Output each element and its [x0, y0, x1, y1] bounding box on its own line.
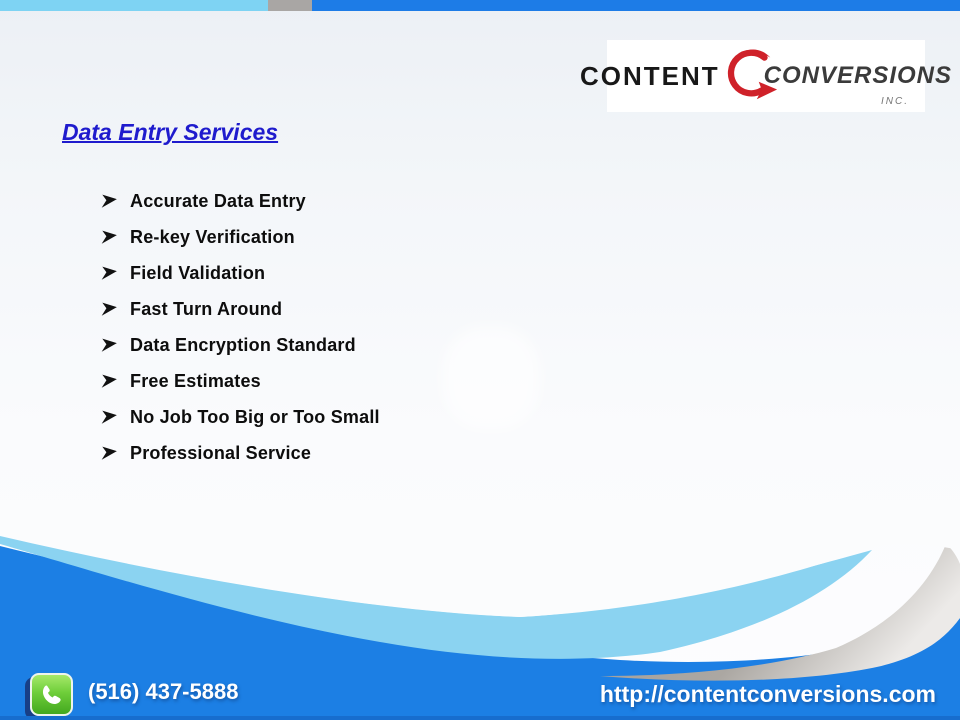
logo-word-inc: INC.: [881, 96, 909, 107]
arrow-bullet-icon: [100, 337, 118, 353]
bullet-label: Field Validation: [130, 262, 266, 283]
list-item: [100, 435, 380, 471]
bottom-edge-strip: [0, 716, 960, 720]
arrow-bullet-icon: [100, 409, 118, 425]
website-link[interactable]: http://contentconversions.com: [599, 681, 936, 707]
list-item: [100, 183, 380, 219]
bullet-label: Accurate Data Entry: [130, 190, 306, 211]
company-logo: [579, 40, 953, 112]
bullet-label: Re-key Verification: [130, 226, 295, 247]
arrow-bullet-icon: [100, 301, 118, 317]
bullet-label: Professional Service: [130, 442, 312, 463]
bullet-label: Free Estimates: [130, 370, 261, 391]
top-bar-lightblue-segment: [0, 0, 268, 11]
watermark-blob: [442, 326, 540, 430]
top-bar-blue-segment: [312, 0, 960, 11]
top-accent-bar: [0, 0, 960, 11]
arrow-bullet-icon: [100, 265, 118, 281]
bullet-label: Data Encryption Standard: [130, 334, 356, 355]
list-item: [100, 399, 380, 435]
arrow-bullet-icon: [100, 229, 118, 245]
bullet-label: Fast Turn Around: [130, 298, 283, 319]
list-item: [100, 363, 380, 399]
bullet-label: No Job Too Big or Too Small: [130, 406, 380, 427]
list-item: [100, 255, 380, 291]
list-item: [100, 219, 380, 255]
logo-word-conversions: CONVERSIONS: [763, 62, 953, 89]
arrow-bullet-icon: [100, 193, 118, 209]
bullet-list: [100, 183, 380, 471]
arrow-bullet-icon: [100, 445, 118, 461]
arrow-bullet-icon: [100, 373, 118, 389]
list-item: [100, 327, 380, 363]
logo-word-content: CONTENT: [579, 60, 720, 91]
page-title: Data Entry Services: [62, 119, 279, 145]
top-bar-gray-segment: [268, 0, 312, 11]
list-item: [100, 291, 380, 327]
phone-number: (516) 437-5888: [88, 679, 239, 704]
